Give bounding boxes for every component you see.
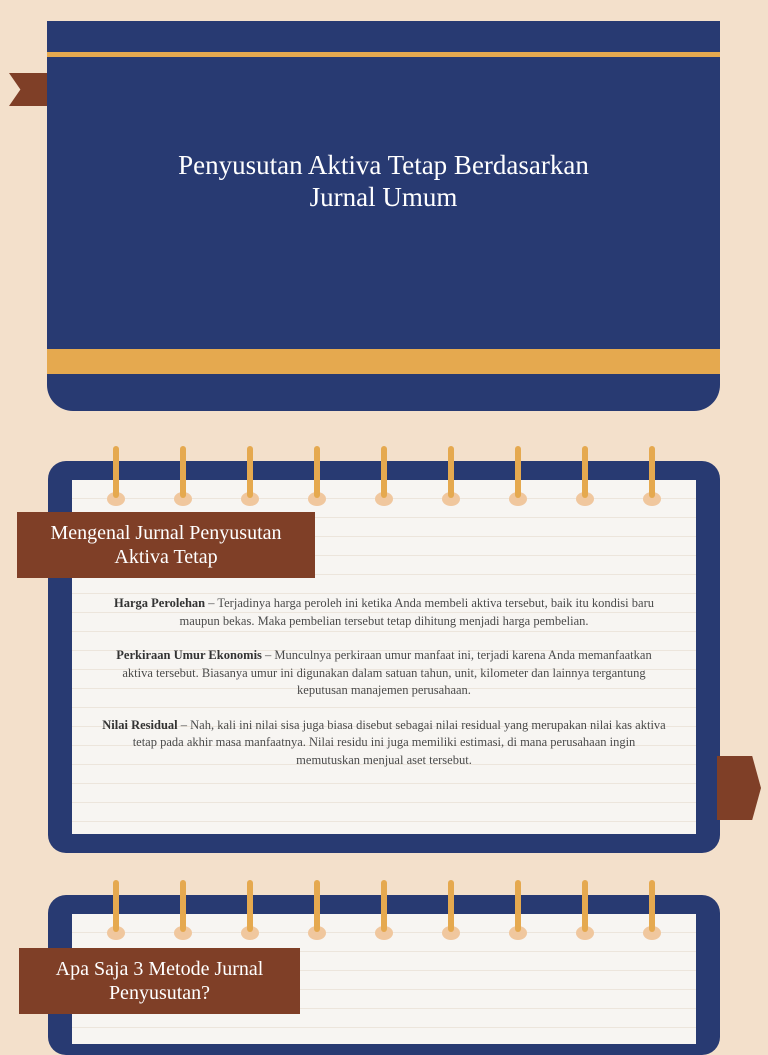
ring-icon bbox=[241, 880, 261, 940]
section-1-content bbox=[100, 595, 668, 786]
page-title-line-2: Jurnal Umum bbox=[309, 182, 458, 212]
ring-icon bbox=[174, 446, 194, 506]
ring-icon bbox=[576, 446, 596, 506]
definition-item bbox=[100, 647, 668, 700]
ring-icon bbox=[643, 880, 663, 940]
left-bookmark-tab bbox=[9, 73, 47, 106]
definition-text: – Nah, kali ini nilai sisa juga biasa disebut sebagai nilai residual yang merupakan nilai kas aktiva tetap pada akhir masa manfaatnya. Nilai residu ini juga memiliki estimasi, di mana perusahaan ingin memutuskan menjual aset tersebut. bbox=[132, 717, 666, 767]
ring-icon bbox=[509, 880, 529, 940]
spiral-binding-2 bbox=[107, 880, 667, 940]
title-card-top-stripe bbox=[47, 52, 720, 57]
spiral-binding-1 bbox=[107, 446, 667, 506]
ring-icon bbox=[643, 446, 663, 506]
section-label-2-line-2: Penyusutan? bbox=[108, 982, 211, 1004]
title-card-bottom-stripe bbox=[47, 349, 720, 374]
title-card bbox=[47, 21, 720, 411]
ring-icon bbox=[442, 446, 462, 506]
right-bookmark-tab bbox=[717, 756, 761, 820]
definition-term: Nilai Residual bbox=[102, 717, 178, 732]
definition-term: Perkiraan Umur Ekonomis bbox=[116, 648, 262, 662]
section-label-2-line-1: Apa Saja 3 Metode Jurnal bbox=[55, 958, 264, 980]
definition-item bbox=[100, 595, 668, 630]
ring-icon bbox=[174, 880, 194, 940]
definition-text: – Terjadinya harga peroleh ini ketika Anda membeli aktiva tersebut, baik itu kondisi baru maupun bekas. Maka pembelian tersebut tetap dihitung menjadi harga pembelian. bbox=[179, 596, 654, 628]
ring-icon bbox=[509, 446, 529, 506]
ring-icon bbox=[442, 880, 462, 940]
section-label-1-line-2: Aktiva Tetap bbox=[114, 546, 218, 568]
ring-icon bbox=[375, 446, 395, 506]
page-title-line-1: Penyusutan Aktiva Tetap Berdasarkan bbox=[178, 150, 589, 180]
definition-item bbox=[100, 717, 668, 770]
ring-icon bbox=[375, 880, 395, 940]
section-label-1-line-1: Mengenal Jurnal Penyusutan bbox=[50, 522, 282, 544]
ring-icon bbox=[107, 446, 127, 506]
ring-icon bbox=[241, 446, 261, 506]
ring-icon bbox=[576, 880, 596, 940]
ring-icon bbox=[308, 880, 328, 940]
page-title bbox=[47, 149, 720, 213]
section-label-1 bbox=[17, 512, 315, 578]
section-label-2 bbox=[19, 948, 300, 1014]
definition-text: – Munculnya perkiraan umur manfaat ini, terjadi karena Anda memanfaatkan aktiva tersebut. Biasanya umur ini digunakan dalam satuan tahun, unit, kilometer dan lainnya tergantung keputusan manajemen perusahaan. bbox=[122, 648, 652, 697]
definition-term: Harga Perolehan bbox=[114, 596, 206, 610]
ring-icon bbox=[308, 446, 328, 506]
ring-icon bbox=[107, 880, 127, 940]
